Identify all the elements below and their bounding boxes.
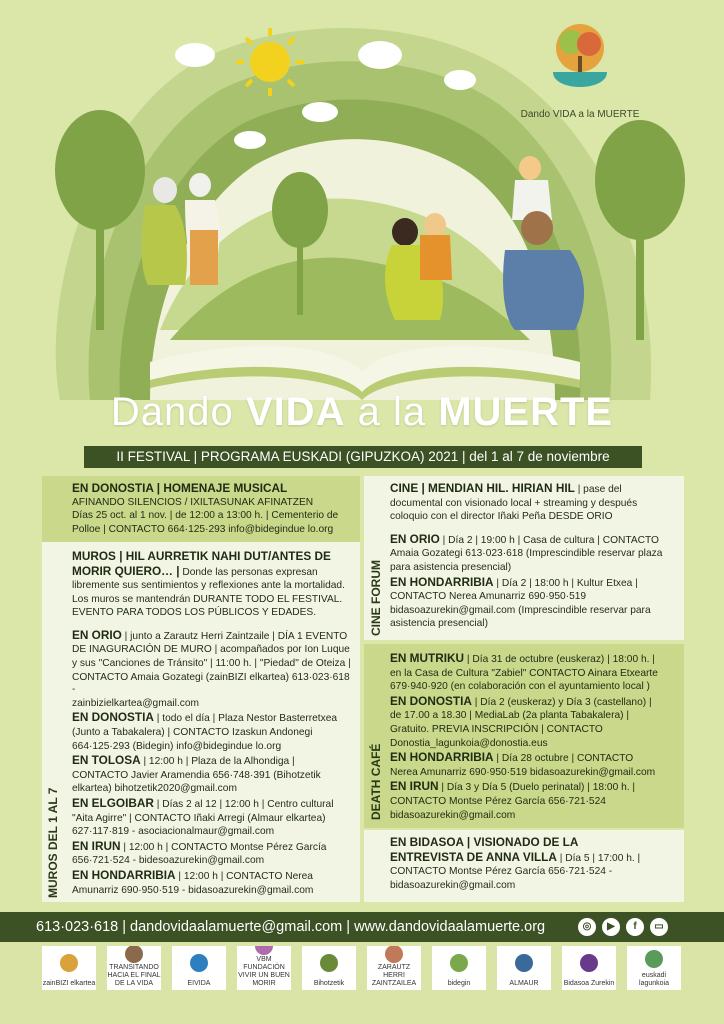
event-place: EN DONOSTIA bbox=[72, 710, 154, 725]
cine-vertical-label: CINE FORUM bbox=[369, 560, 383, 636]
event-place: EN DONOSTIA bbox=[390, 693, 472, 708]
muros-heading: MORIR QUIERO… | bbox=[72, 563, 180, 578]
sponsor-name: Bihotzetik bbox=[313, 980, 345, 987]
event-line: | Días 2 al 12 | 12:00 h | Centro cultural bbox=[156, 799, 334, 810]
event-line: de 17.00 a 18.30 | MediaLab (2a planta Tabakalera) | bbox=[390, 710, 630, 722]
event-entry bbox=[72, 840, 352, 868]
event-entry bbox=[390, 652, 676, 694]
event-line: (Junto a Tabakalera) | CONTACTO Izaskun Andonegi bbox=[72, 727, 313, 739]
event-place: EN MUTRIKU bbox=[390, 651, 465, 665]
homenaje-line: Días 25 oct. al 1 nov. | de 12:00 a 13:00 h. | Cementerio de bbox=[72, 510, 339, 522]
event-line: | Día 31 de octubre (euskeraz) | 18:00 h. | bbox=[466, 654, 655, 665]
event-entry bbox=[72, 629, 352, 711]
event-entry bbox=[390, 780, 676, 822]
event-place: EN TOLOSA bbox=[72, 753, 141, 768]
event-line: bidasoazurekin@gmail.com bbox=[390, 809, 516, 821]
instagram-icon[interactable]: ◎ bbox=[578, 918, 596, 936]
sponsor-logo bbox=[367, 946, 421, 990]
sponsor-mark-icon bbox=[107, 946, 161, 964]
sponsor-mark-icon bbox=[627, 946, 681, 972]
sponsor-logo bbox=[627, 946, 681, 990]
event-line: | todo el día | Plaza Nestor Basterretxea bbox=[156, 713, 338, 725]
event-line: Amaia Gozategi 613·023·618 (Imprescindible reservar plaza bbox=[390, 548, 663, 560]
anna-heading: ENTREVISTA DE ANNA VILLA bbox=[390, 849, 557, 864]
event-line: 656·721·524 - bidesoazurekin@gmail.com bbox=[72, 855, 265, 867]
event-line: | Día 3 y Día 5 (Duelo perinatal) | 18:00 h. | bbox=[441, 782, 636, 794]
event-line: | Día 2 | 19:00 h | Casa de cultura | CONTACTO bbox=[442, 534, 659, 546]
event-place: EN HONDARRIBIA bbox=[72, 867, 176, 882]
event-entry bbox=[390, 576, 676, 631]
event-line: CONTACTO Nerea Amunarriz 690·950·519 bbox=[390, 591, 587, 603]
sponsor-name: zainBIZI elkartea bbox=[42, 980, 96, 987]
muros-heading: MUROS | HIL AURRETIK NAHI DUT/ANTES DE bbox=[72, 549, 331, 563]
web-icon[interactable]: ▭ bbox=[650, 918, 668, 936]
event-line: 627·117·819 - asociacionalmaur@gmail.com bbox=[72, 826, 275, 838]
event-line: Nerea Amunarriz 690·950·519 bidasoazurekin@gmail.com bbox=[390, 766, 656, 778]
event-entry bbox=[72, 754, 352, 796]
event-line: 664·125·293 (Bidegin) info@bidegindue lo.org bbox=[72, 740, 282, 752]
logo-caption: Dando VIDA a la MUERTE bbox=[520, 109, 640, 120]
sun-icon bbox=[250, 42, 290, 82]
anna-heading: EN BIDASOA | VISIONADO DE LA bbox=[390, 835, 579, 849]
sponsor-name: Bidasoa Zurekin bbox=[563, 980, 615, 987]
sponsor-logo bbox=[172, 946, 226, 990]
event-line: | 12:00 h | Plaza de la Alhondiga | bbox=[143, 756, 295, 768]
footer-contact: 613·023·618 | dandovidaalamuerte@gmail.com | www.dandovidaalamuerte.org bbox=[0, 912, 724, 942]
sponsor-logo bbox=[302, 946, 356, 990]
page-title: Dando VIDA a la MUERTE bbox=[110, 390, 614, 434]
event-place: EN ELGOIBAR bbox=[72, 796, 154, 810]
sponsor-name: EIVIDA bbox=[187, 980, 211, 987]
festival-logo bbox=[520, 20, 640, 120]
sponsor-name: ALMAUR bbox=[509, 980, 539, 987]
sponsor-name: euskadi lagunkoia bbox=[639, 972, 669, 987]
sponsor-mark-icon bbox=[497, 946, 551, 980]
sponsor-mark-icon bbox=[237, 946, 291, 956]
event-place: EN HONDARRIBIA bbox=[390, 574, 494, 589]
event-line: y sus "Canciones de Tránsito" | 11:00 h. | "Piedad" de Oteiza | bbox=[72, 658, 351, 670]
event-line: CONTACTO Amaia Gozategi (zainBIZI elkartea) 613·023·618 - bbox=[72, 671, 350, 696]
event-entry bbox=[72, 797, 352, 839]
anna-line: bidasoazurekin@gmail.com bbox=[390, 879, 516, 891]
event-place: EN IRUN bbox=[390, 779, 439, 794]
sponsor-logo bbox=[237, 946, 291, 990]
sponsor-name: bidegin bbox=[447, 980, 471, 987]
sponsor-logo bbox=[562, 946, 616, 990]
homenaje-line: AFINANDO SILENCIOS / IXILTASUNAK AFINATZEN bbox=[72, 496, 314, 508]
event-line: | Día 2 (euskeraz) y Día 3 (castellano) | bbox=[474, 696, 652, 708]
event-entry bbox=[390, 533, 676, 575]
sponsor-mark-icon bbox=[367, 946, 421, 964]
death-cafe-section bbox=[364, 644, 684, 828]
sponsor-name: TRANSITANDO HACIA EL FINAL DE LA VIDA bbox=[107, 964, 161, 987]
event-entry bbox=[390, 751, 676, 779]
homenaje-line: Polloe | CONTACTO 664·125·293 info@bidegindue lo.org bbox=[72, 523, 334, 535]
event-line: | junto a Zarautz Herri Zaintzaile | DÍA 1 EVENTO bbox=[124, 630, 348, 642]
event-line: | Día 28 octubre | CONTACTO bbox=[496, 753, 634, 765]
event-line: Donostia_lagunkoia@donostia.eus bbox=[390, 737, 548, 749]
muros-intro: Los muros se mantendrán DURANTE TODO EL FESTIVAL. bbox=[72, 593, 343, 605]
tree-logo-icon bbox=[545, 20, 615, 100]
event-line: | 12:00 h | CONTACTO Montse Pérez García bbox=[123, 841, 327, 853]
event-line: CONTACTO Javier Aramendia 656·748·391 (Bihotzetik bbox=[72, 769, 321, 781]
sponsor-logo bbox=[497, 946, 551, 990]
event-line: DE INAGURACIÓN DE MURO | acompañados por Ion Luque bbox=[72, 644, 350, 656]
sponsor-mark-icon bbox=[302, 946, 356, 980]
anna-line: CONTACTO Montse Pérez García 656·721·524 - bbox=[390, 866, 613, 878]
event-line: Amunarriz 690·950·519 - bidasoazurekin@gmail.com bbox=[72, 884, 314, 896]
event-place: EN HONDARRIBIA bbox=[390, 750, 494, 765]
event-entry bbox=[72, 711, 352, 753]
event-line: en la Casa de Cultura "Zabiel" CONTACTO Ainara Etxearte bbox=[390, 667, 658, 679]
sponsor-mark-icon bbox=[172, 946, 226, 980]
event-place: EN ORIO bbox=[390, 531, 440, 546]
homenaje-heading: EN DONOSTIA | HOMENAJE MUSICAL bbox=[72, 481, 288, 495]
event-entry bbox=[72, 869, 352, 897]
event-line: | 12:00 h | CONTACTO Nerea bbox=[178, 870, 313, 882]
cine-section: CINE | MENDIAN HIL. HIRIAN HIL | pase del documental con visionado local + streaming y después coloquio con el director Iñaki Peña DESDE ORIO EN ORIO | Día 2 | 19:00 h | Casa de cultura | CONTACTO Amaia Gozategi 613·023·618 (Imprescindible reservar plaza para asistencia presencial) EN HONDARRIBIA | Día 2 | 18:00 h | Kultur Etxea | CONTACTO Nerea Amunarriz 690·950·519 bidasoazurekin@gmail.com (Imprescindible reservar para asistencia presencial) bbox=[364, 476, 684, 640]
event-place: EN IRUN bbox=[72, 838, 121, 853]
event-line: para asistencia presencial) bbox=[390, 561, 512, 573]
event-line: 679·940·920 (en colaboración con el ayuntamiento local ) bbox=[390, 681, 650, 693]
death-event-list bbox=[390, 652, 676, 822]
event-line: bidasoazurekin@gmail.com (Imprescindible reservar para bbox=[390, 604, 651, 616]
muros-intro: Donde las personas expresan bbox=[182, 566, 318, 578]
event-line: | Día 2 | 18:00 h | Kultur Etxea | bbox=[496, 577, 638, 589]
sponsor-logo bbox=[42, 946, 96, 990]
cine-intro: documental con visionado local + streaming y después bbox=[390, 497, 638, 509]
anna-villa-section: EN BIDASOA | VISIONADO DE LA ENTREVISTA DE ANNA VILLA | Día 5 | 17:00 h. | CONTACTO Montse Pérez García 656·721·524 - bidasoazurekin@gmail.com bbox=[364, 830, 684, 902]
event-line: "Aita Agirre" | CONTACTO Iñaki Arregi (Almaur elkartea) bbox=[72, 812, 326, 824]
muros-section bbox=[42, 542, 360, 902]
muros-intro: libremente sus sentimientos y reflexiones ante la mortalidad. bbox=[72, 580, 345, 592]
event-line: CONTACTO Montse Pérez García 656·721·524 bbox=[390, 795, 606, 807]
facebook-icon[interactable]: f bbox=[626, 918, 644, 936]
sponsor-mark-icon bbox=[42, 946, 96, 980]
sponsor-mark-icon bbox=[562, 946, 616, 980]
event-place: EN ORIO bbox=[72, 627, 122, 642]
sponsor-name: ZARAUTZ HERRI ZAINTZAILEA bbox=[371, 964, 417, 987]
event-entry bbox=[390, 695, 676, 750]
event-line: elkartea) bihotzetik2020@gmail.com bbox=[72, 783, 237, 795]
sponsor-logo bbox=[432, 946, 486, 990]
event-line: Gratuito. PREVIA INSCRIPCIÓN | CONTACTO bbox=[390, 723, 603, 735]
sponsor-name: VBM FUNDACIÓN VIVIR UN BUEN MORIR bbox=[238, 956, 290, 987]
sponsor-logo bbox=[107, 946, 161, 990]
event-line: asistencia presencial) bbox=[390, 618, 488, 630]
cine-heading: CINE | MENDIAN HIL. HIRIAN HIL bbox=[390, 481, 575, 495]
cine-event-list bbox=[390, 533, 676, 631]
death-vertical-label: DEATH CAFÉ bbox=[369, 743, 383, 820]
cine-intro: coloquio con el director Iñaki Peña DESDE ORIO bbox=[390, 511, 613, 523]
subtitle-bar: II FESTIVAL | PROGRAMA EUSKADI (GIPUZKOA) 2021 | del 1 al 7 de noviembre bbox=[84, 446, 642, 468]
muros-event-list bbox=[72, 629, 352, 897]
sponsor-mark-icon bbox=[432, 946, 486, 980]
event-line: zainbizielkartea@gmail.com bbox=[72, 697, 199, 709]
homenaje-section bbox=[42, 476, 360, 542]
muros-vertical-label: MUROS DEL 1 AL 7 bbox=[46, 787, 60, 898]
sponsor-logos bbox=[0, 942, 724, 1024]
youtube-icon[interactable]: ▶ bbox=[602, 918, 620, 936]
muros-intro: EVENTO PARA TODOS LOS PÚBLICOS Y EDADES. bbox=[72, 607, 317, 619]
